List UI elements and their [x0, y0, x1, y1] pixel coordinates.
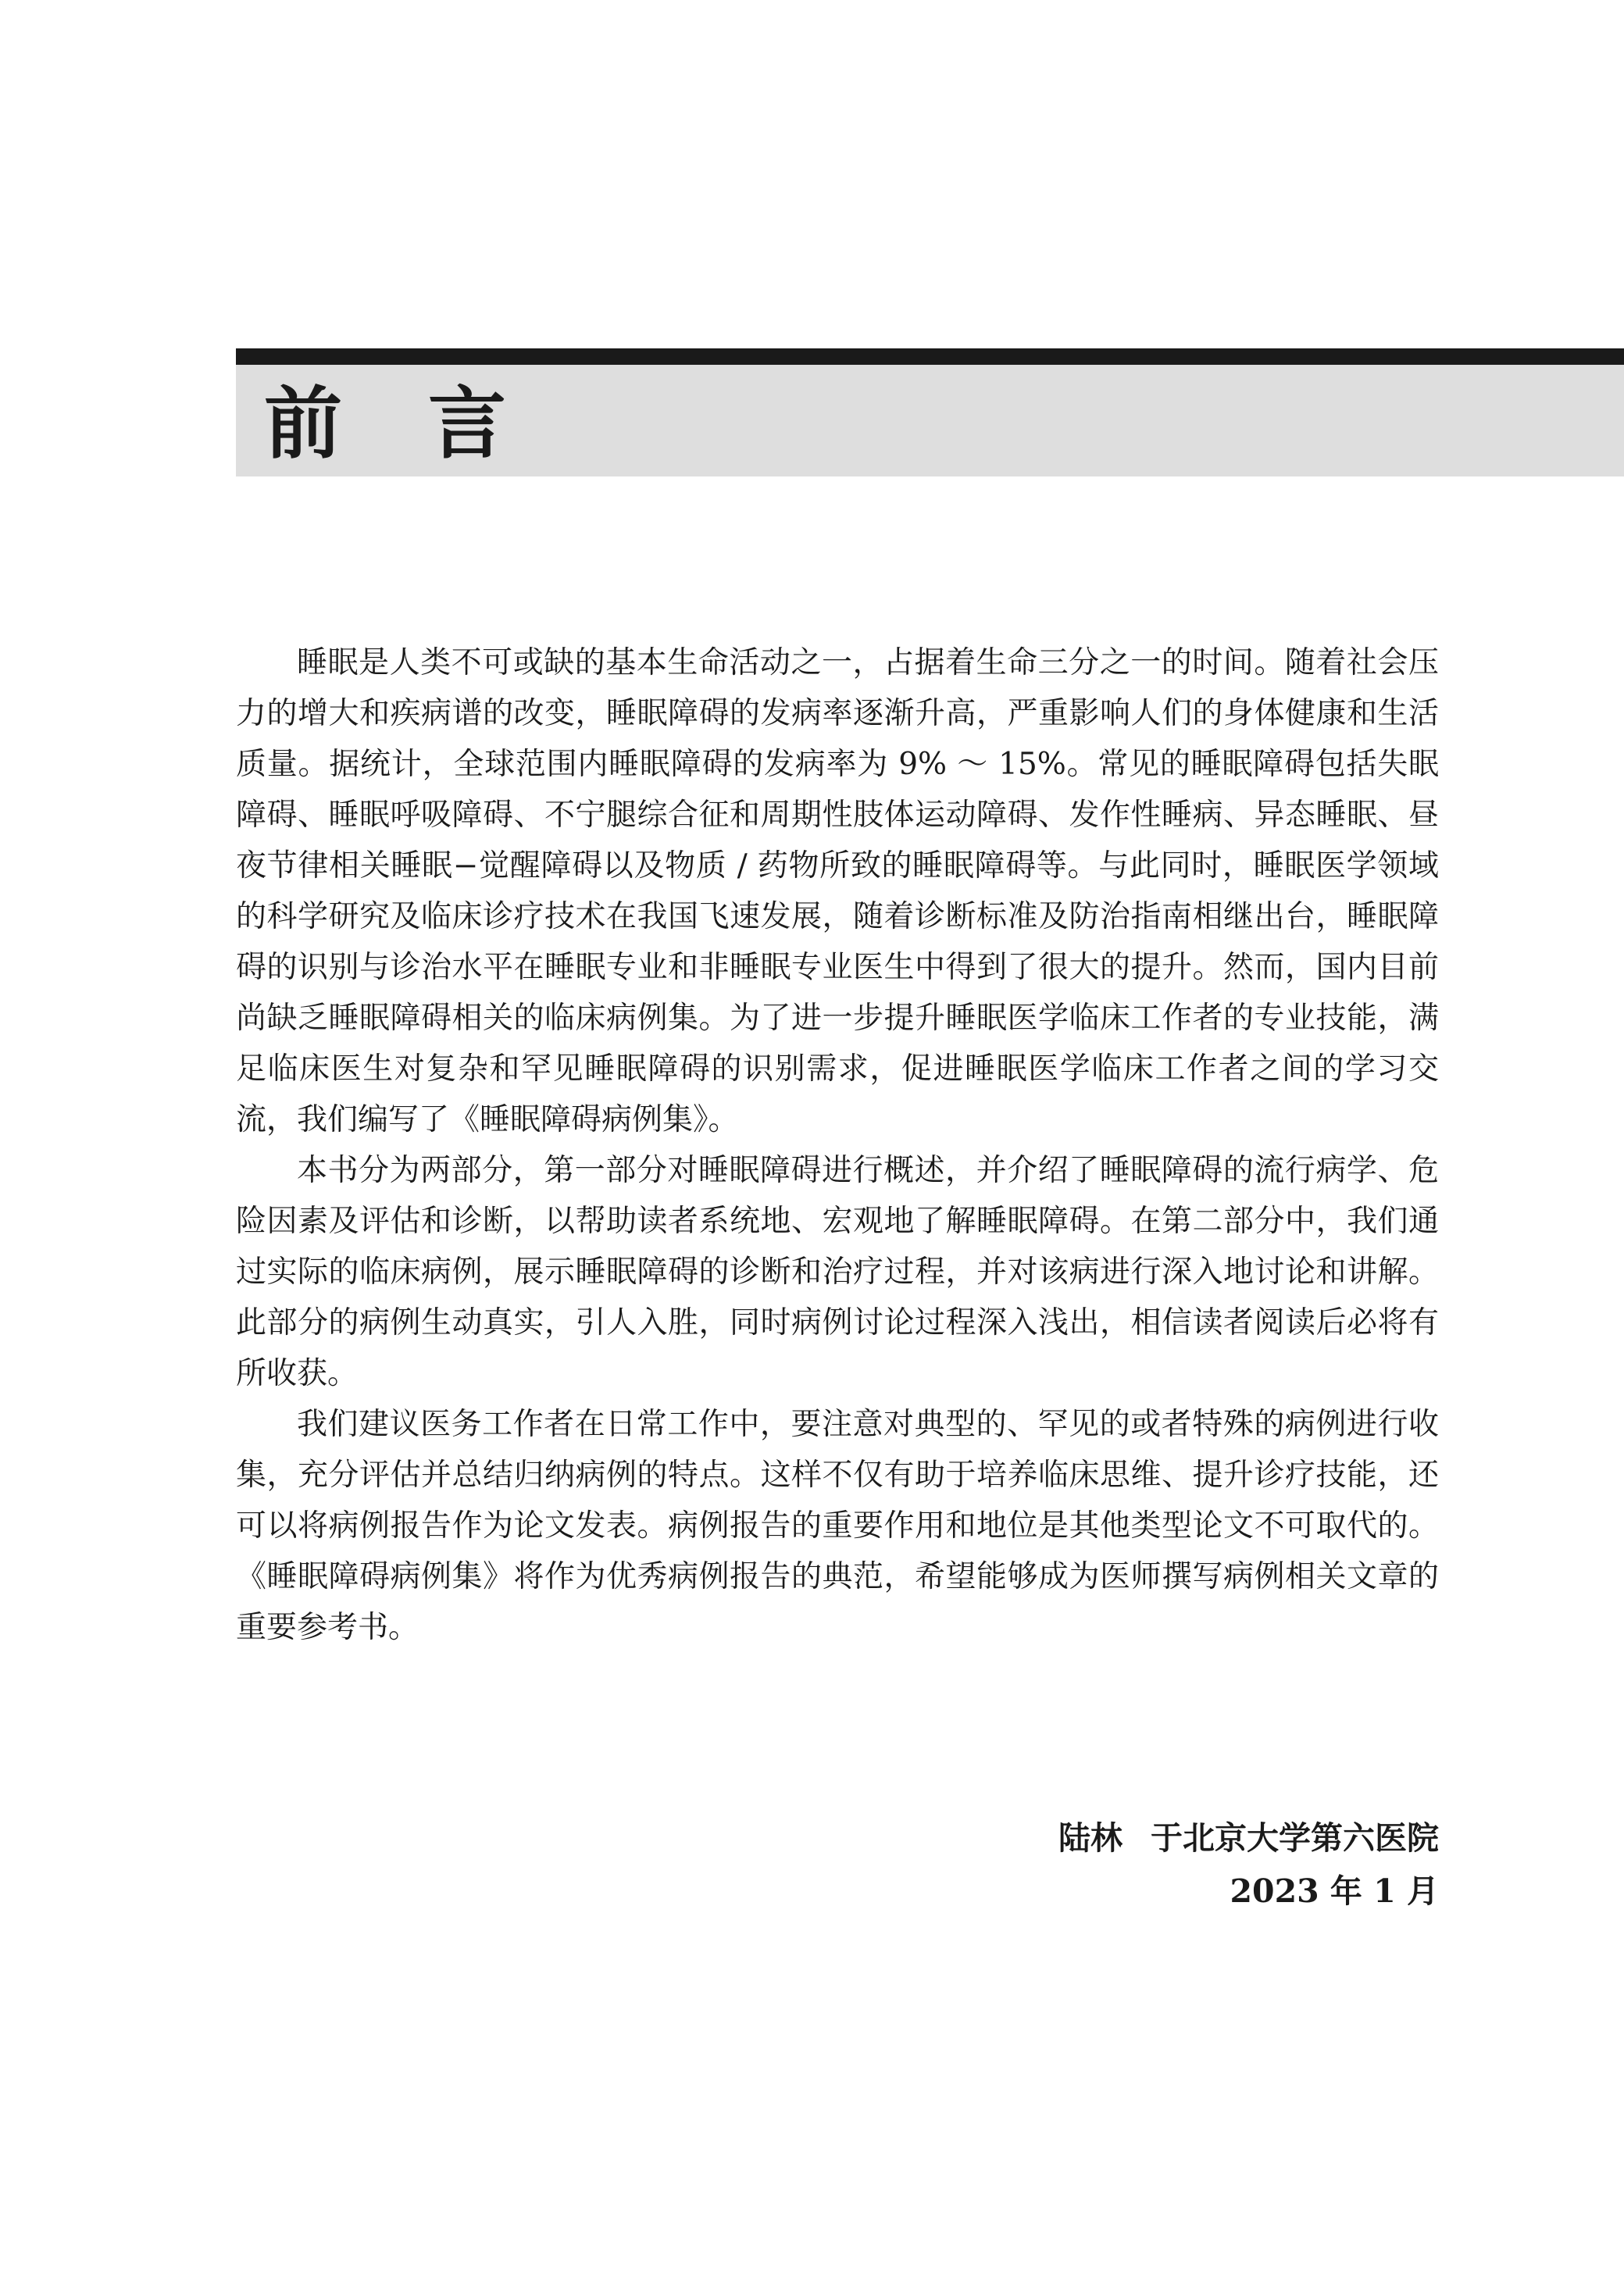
title-band — [236, 348, 1624, 476]
page-title: 前言 — [264, 377, 592, 469]
title-rule — [236, 348, 1624, 365]
signature-block — [1058, 1811, 1439, 1918]
paragraph: 本书分为两部分，第一部分对睡眠障碍进行概述，并介绍了睡眠障碍的流行病学、危险因素及评估和诊断，以帮助读者系统地、宏观地了解睡眠障碍。在第二部分中，我们通过实际的临床病例，展示睡眠障碍的诊断和治疗过程，并对该病进行深入地讨论和讲解。此部分的病例生动真实，引人入胜，同时病例讨论过程深入浅出，相信读者阅读后必将有所收获。 — [236, 1153, 1439, 1391]
paragraph: 我们建议医务工作者在日常工作中，要注意对典型的、罕见的或者特殊的病例进行收集，充分评估并总结归纳病例的特点。这样不仅有助于培养临床思维、提升诊疗技能，还可以将病例报告作为论文发表。病例报告的重要作用和地位是其他类型论文不可取代的。《睡眠障碍病例集》将作为优秀病例报告的典范，希望能够成为医师撰写病例相关文章的重要参考书。 — [236, 1407, 1439, 1645]
signature-date: 2023 年 1 月 — [1230, 1872, 1439, 1910]
signature-author: 陆林 — [1058, 1819, 1123, 1857]
signature-affiliation: 于北京大学第六医院 — [1151, 1819, 1439, 1857]
paragraph: 睡眠是人类不可或缺的基本生命活动之一，占据着生命三分之一的时间。随着社会压力的增大和疾病谱的改变，睡眠障碍的发病率逐渐升高，严重影响人们的身体健康和生活质量。据统计，全球范围内睡眠障碍的发病率为 9% ～ 15%。常见的睡眠障碍包括失眠障碍、睡眠呼吸障碍、不宁腿综合征和周期性肢体运动障碍、发作性睡病、异态睡眠、昼夜节律相关睡眠−觉醒障碍以及物质 / 药物所致的睡眠障碍等。与此同时，睡眠医学领域的科学研究及临床诊疗技术在我国飞速发展，随着诊断标准及防治指南相继出台，睡眠障碍的识别与诊治水平在睡眠专业和非睡眠专业医生中得到了很大的提升。然而，国内目前尚缺乏睡眠障碍相关的临床病例集。为了进一步提升睡眠医学临床工作者的专业技能，满足临床医生对复杂和罕见睡眠障碍的识别需求，促进睡眠医学临床工作者之间的学习交流，我们编写了《睡眠障碍病例集》。 — [236, 645, 1439, 1137]
preface-body — [236, 637, 1439, 1653]
signature-line — [1058, 1811, 1439, 1865]
